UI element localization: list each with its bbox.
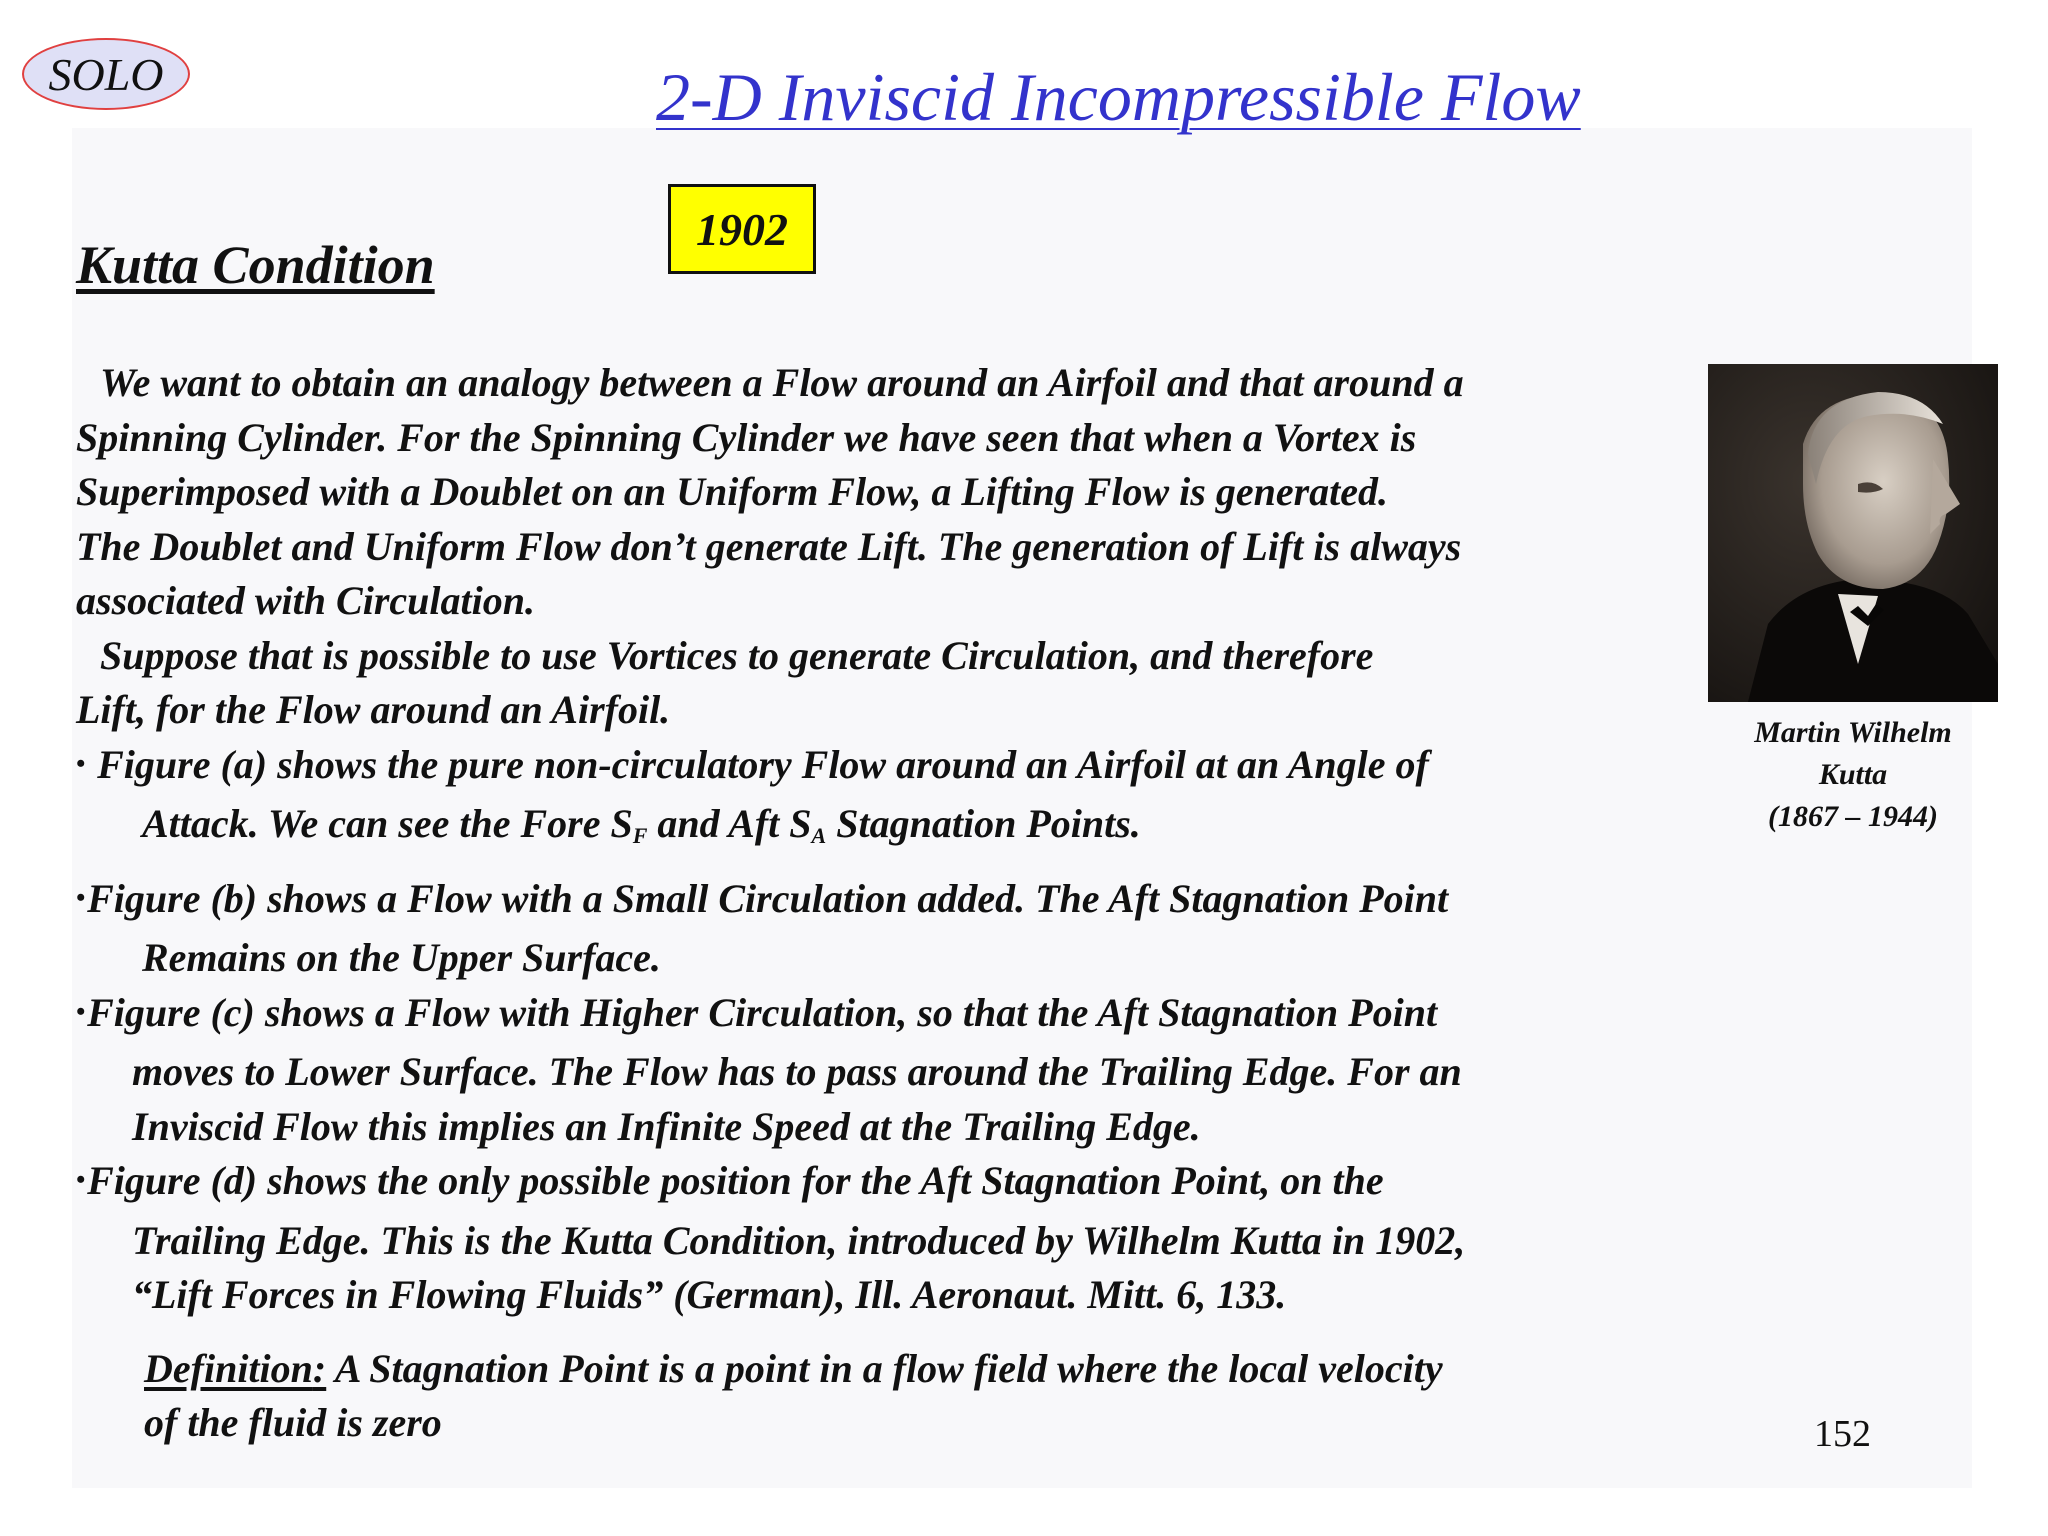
definition-block (144, 1342, 1443, 1450)
caption-line-2: Kutta (1818, 758, 1888, 791)
p1-line-3: Superimposed with a Doublet on an Uniform Flow, a Lifting Flow is generated. (76, 469, 1389, 514)
portrait-illustration (1708, 364, 1998, 702)
bullet-c-line-3: Inviscid Flow this implies an Infinite Speed at the Trailing Edge. (132, 1103, 1201, 1149)
bullet-b-symbol: • (76, 882, 86, 912)
solo-badge (22, 38, 190, 110)
p1-line-5: associated with Circulation. (76, 578, 535, 623)
p1-line-4: The Doublet and Uniform Flow don’t generate Lift. The generation of Lift is always (76, 523, 1462, 569)
bullet-d-line-2: Trailing Edge. This is the Kutta Condition, introduced by Wilhelm Kutta in 1902, (132, 1217, 1466, 1263)
bullet-a-pre: Attack. We can see the Fore S (142, 801, 633, 846)
bullet-d-symbol: • (76, 1165, 86, 1194)
p2-line-2: Lift, for the Flow around an Airfoil. (76, 687, 671, 732)
bullet-a-line-2 (76, 797, 1676, 864)
bullet-d-text-1: Figure (d) shows the only possible position for the Aft Stagnation Point, on the (87, 1158, 1384, 1203)
bullet-c-symbol: • (76, 996, 86, 1026)
sub-f: F (632, 823, 648, 848)
p2-line-1: Suppose that is possible to use Vortices to generate Circulation, and therefore (100, 632, 1374, 678)
p1-line-1: We want to obtain an analogy between a Flow around an Airfoil and that around a (100, 360, 1464, 405)
bullet-b-line-1 (76, 872, 1676, 932)
bullet-a-post: Stagnation Points. (826, 801, 1141, 846)
section-heading: Kutta Condition (76, 235, 435, 295)
sub-a: A (811, 823, 827, 848)
definition-label: Definition (144, 1346, 313, 1391)
caption-line-1: Martin Wilhelm (1754, 716, 1952, 749)
bullet-a-mid: and Aft S (647, 801, 812, 846)
slide-body (76, 356, 1676, 1323)
bullet-a-text-1: Figure (a) shows the pure non-circulatory Flow around an Airfoil at an Angle of (97, 741, 1429, 787)
badge-text: SOLO (48, 48, 164, 100)
bullet-a-line-1 (76, 738, 1676, 798)
year-text: 1902 (696, 203, 788, 255)
bullet-b-line-2: Remains on the Upper Surface. (142, 935, 661, 980)
bullet-d-line-3: “Lift Forces in Flowing Fluids” (German), Ill. Aeronaut. Mitt. 6, 133. (132, 1272, 1287, 1317)
bullet-d-line-1 (76, 1154, 1676, 1214)
bullet-a-symbol: • (76, 748, 86, 778)
bullet-c-line-2: moves to Lower Surface. The Flow has to pass around the Trailing Edge. For an (132, 1049, 1462, 1094)
definition-line-1 (144, 1342, 1443, 1396)
year-box (668, 184, 816, 274)
p1-line-2: Spinning Cylinder. For the Spinning Cylinder we have seen that when a Vortex is (76, 414, 1417, 460)
bullet-c-line-1 (76, 986, 1676, 1046)
kutta-portrait (1708, 364, 1998, 702)
definition-text-1: A Stagnation Point is a point in a flow field where the local velocity (326, 1346, 1443, 1391)
bullet-c-text-1: Figure (c) shows a Flow with Higher Circulation, so that the Aft Stagnation Point (87, 989, 1438, 1035)
definition-colon: : (312, 1346, 327, 1391)
slide-title: 2-D Inviscid Incompressible Flow (656, 59, 1581, 135)
portrait-caption (1700, 712, 2006, 838)
caption-line-3: (1867 – 1944) (1768, 800, 1938, 833)
bullet-b-text-1: Figure (b) shows a Flow with a Small Circulation added. The Aft Stagnation Point (87, 875, 1449, 921)
page-number: 152 (1814, 1413, 1871, 1455)
definition-line-2: of the fluid is zero (144, 1400, 442, 1445)
